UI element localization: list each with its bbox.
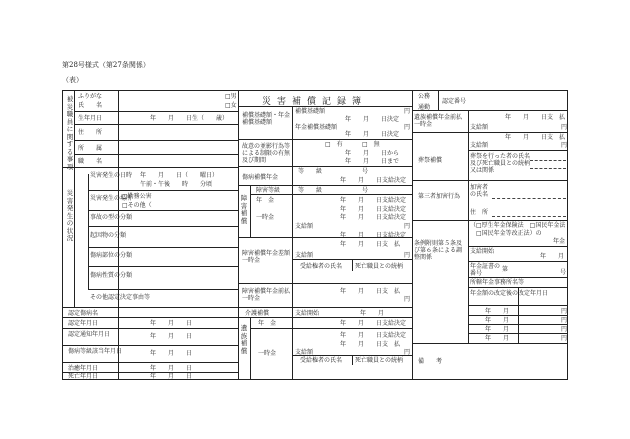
injury-pension-label: 傷病補償年金 — [242, 174, 279, 181]
base-pay-line1: 補償基礎額 — [295, 108, 326, 115]
disability-amount: 支給額 — [295, 223, 314, 230]
base-pay-label: 補償基礎額・年金補償基礎額 — [242, 112, 291, 126]
cure-date-label: 治癒年月日 — [68, 365, 99, 372]
funeral-desc: 葬祭を行った者の氏名及び死亡職員との続柄又は関係 — [470, 153, 531, 174]
place-option-other[interactable]: □その他（ — [122, 202, 152, 209]
name-label: 氏 名 — [78, 102, 103, 109]
base-pay-decide2[interactable]: 年 月 日決定 — [345, 131, 400, 138]
job-title-label: 職 名 — [78, 158, 103, 165]
disaster-group-label: 災害発生の状況 — [66, 189, 74, 242]
start-label: 支給開始 — [470, 248, 495, 255]
cause-label: 起因物の分類 — [90, 232, 127, 239]
birth-label: 生年月日 — [78, 115, 103, 122]
public-label: 公務 — [418, 93, 431, 100]
survivor-label: 遺族補償 — [240, 324, 248, 355]
birth-value[interactable]: 年 月 日生（ 歳） — [150, 115, 229, 122]
form-number: 第28号様式（第27条関係） — [62, 61, 150, 69]
diff-lump-label: 障害補償年金差額一時金 — [242, 250, 291, 264]
disability-lump-label: 一時金 — [256, 214, 275, 221]
relation-label: 死亡職員との続柄 — [355, 263, 404, 270]
disability-grade-label: 障害等級 — [256, 187, 281, 194]
cert-number-label: 認定番号 — [442, 98, 467, 105]
female-checkbox[interactable]: □女 — [225, 102, 237, 109]
grade-date-value[interactable]: 年 月 日 — [150, 350, 193, 357]
law-options[interactable]: （□厚生年金保険法 □国民年金法 — [470, 222, 566, 229]
survivor-lump-label: 一時金 — [258, 350, 277, 357]
other-cert-label: その他認定決定事由等 — [90, 294, 151, 301]
address-label: 住 所 — [78, 129, 103, 136]
pension-decide[interactable]: 年 月 日支給決定 — [340, 177, 407, 184]
male-checkbox[interactable]: □男 — [225, 93, 237, 100]
limit-yes[interactable]: □ 有 — [325, 141, 343, 148]
victim-group-label: 被災職員に関する事項 — [66, 95, 74, 171]
base-pay-line2: 年金補償基礎額 — [295, 124, 338, 131]
record-title: 災害補償記録簿 — [262, 97, 368, 107]
disability-pension-label: 年 金 — [256, 197, 275, 204]
cure-date-value[interactable]: 年 月 日 — [150, 365, 193, 372]
cert-date-label: 認定年月日 — [68, 320, 99, 327]
pension-rank: 等 級 — [298, 168, 323, 175]
cert-notify-value[interactable]: 年 月 日 — [150, 333, 193, 340]
base-pay-decide1[interactable]: 年 月 日決定 — [345, 116, 400, 123]
death-date-label: 死亡年月日 — [68, 373, 99, 380]
occurrence-place-label: 災害発生の場所 — [90, 195, 133, 202]
occurrence-time-value[interactable]: 午前・午後 時 分頃 — [140, 181, 213, 188]
occurrence-date-value[interactable]: 年 月 日（ 曜日） — [140, 172, 219, 179]
survivor-pension-label: 年 金 — [258, 320, 277, 327]
disability-pre-label: 障害補償年金前払一時金 — [242, 288, 291, 302]
third-party-label: 第三者加害行為 — [418, 193, 461, 200]
article-label: 条例附則第５条及び第６条による調整関係 — [414, 240, 463, 261]
funeral-label: 葬祭補償 — [418, 157, 443, 164]
cert-no2-label: 年金証書の番号 — [470, 263, 501, 277]
limit-no[interactable]: □ 無 — [362, 141, 380, 148]
limit-label: 故意の並影行為等による制限の有無及び期間 — [242, 143, 291, 164]
commute-label: 通勤 — [418, 104, 431, 111]
place-option-duty[interactable]: □勤務公害 — [122, 193, 152, 200]
office-label: 所轄年金事務所名等 — [470, 279, 525, 286]
disability-label: 障害補償 — [240, 194, 248, 225]
limit-to[interactable]: 年 月 日まで — [345, 158, 400, 165]
survivor-pre-label: 遺族補償年金前払一時金 — [414, 114, 463, 128]
affiliation-label: 所 属 — [78, 145, 103, 152]
remarks-label: 備 考 — [418, 358, 443, 365]
grade-date-label: 傷病等級該当年月日 — [68, 348, 123, 355]
perpetrator-name-label: 加害者の氏名 — [470, 184, 489, 198]
injury-nature-label: 傷病性質の分類 — [90, 272, 133, 279]
cert-notify-label: 認定通知年月日 — [68, 331, 111, 338]
care-label: 介護補償 — [245, 310, 270, 317]
perpetrator-address-label: 住 所 — [470, 209, 489, 216]
occurrence-date-label: 災害発生の日時 — [90, 172, 133, 179]
cert-injury-label: 認定傷病名 — [68, 310, 99, 317]
furigana-label: ふりがな — [78, 93, 103, 100]
event-type-label: 事故の型の分類 — [90, 214, 133, 221]
revise-label: 年金額の改定後の改定年月日 — [470, 290, 549, 297]
side-label: （表） — [62, 76, 83, 84]
death-date-value[interactable]: 年 月 日 — [150, 373, 193, 380]
cert-date-value[interactable]: 年 月 日 — [150, 320, 193, 327]
care-start: 支給開始 — [295, 310, 320, 317]
heir-name-label: 受給権者の氏名 — [300, 263, 343, 270]
injury-part-label: 傷病部位の分類 — [90, 252, 133, 259]
law-options-2[interactable]: □国民年金等改正法）の — [476, 230, 542, 237]
limit-from[interactable]: 年 月 日から — [345, 150, 400, 157]
